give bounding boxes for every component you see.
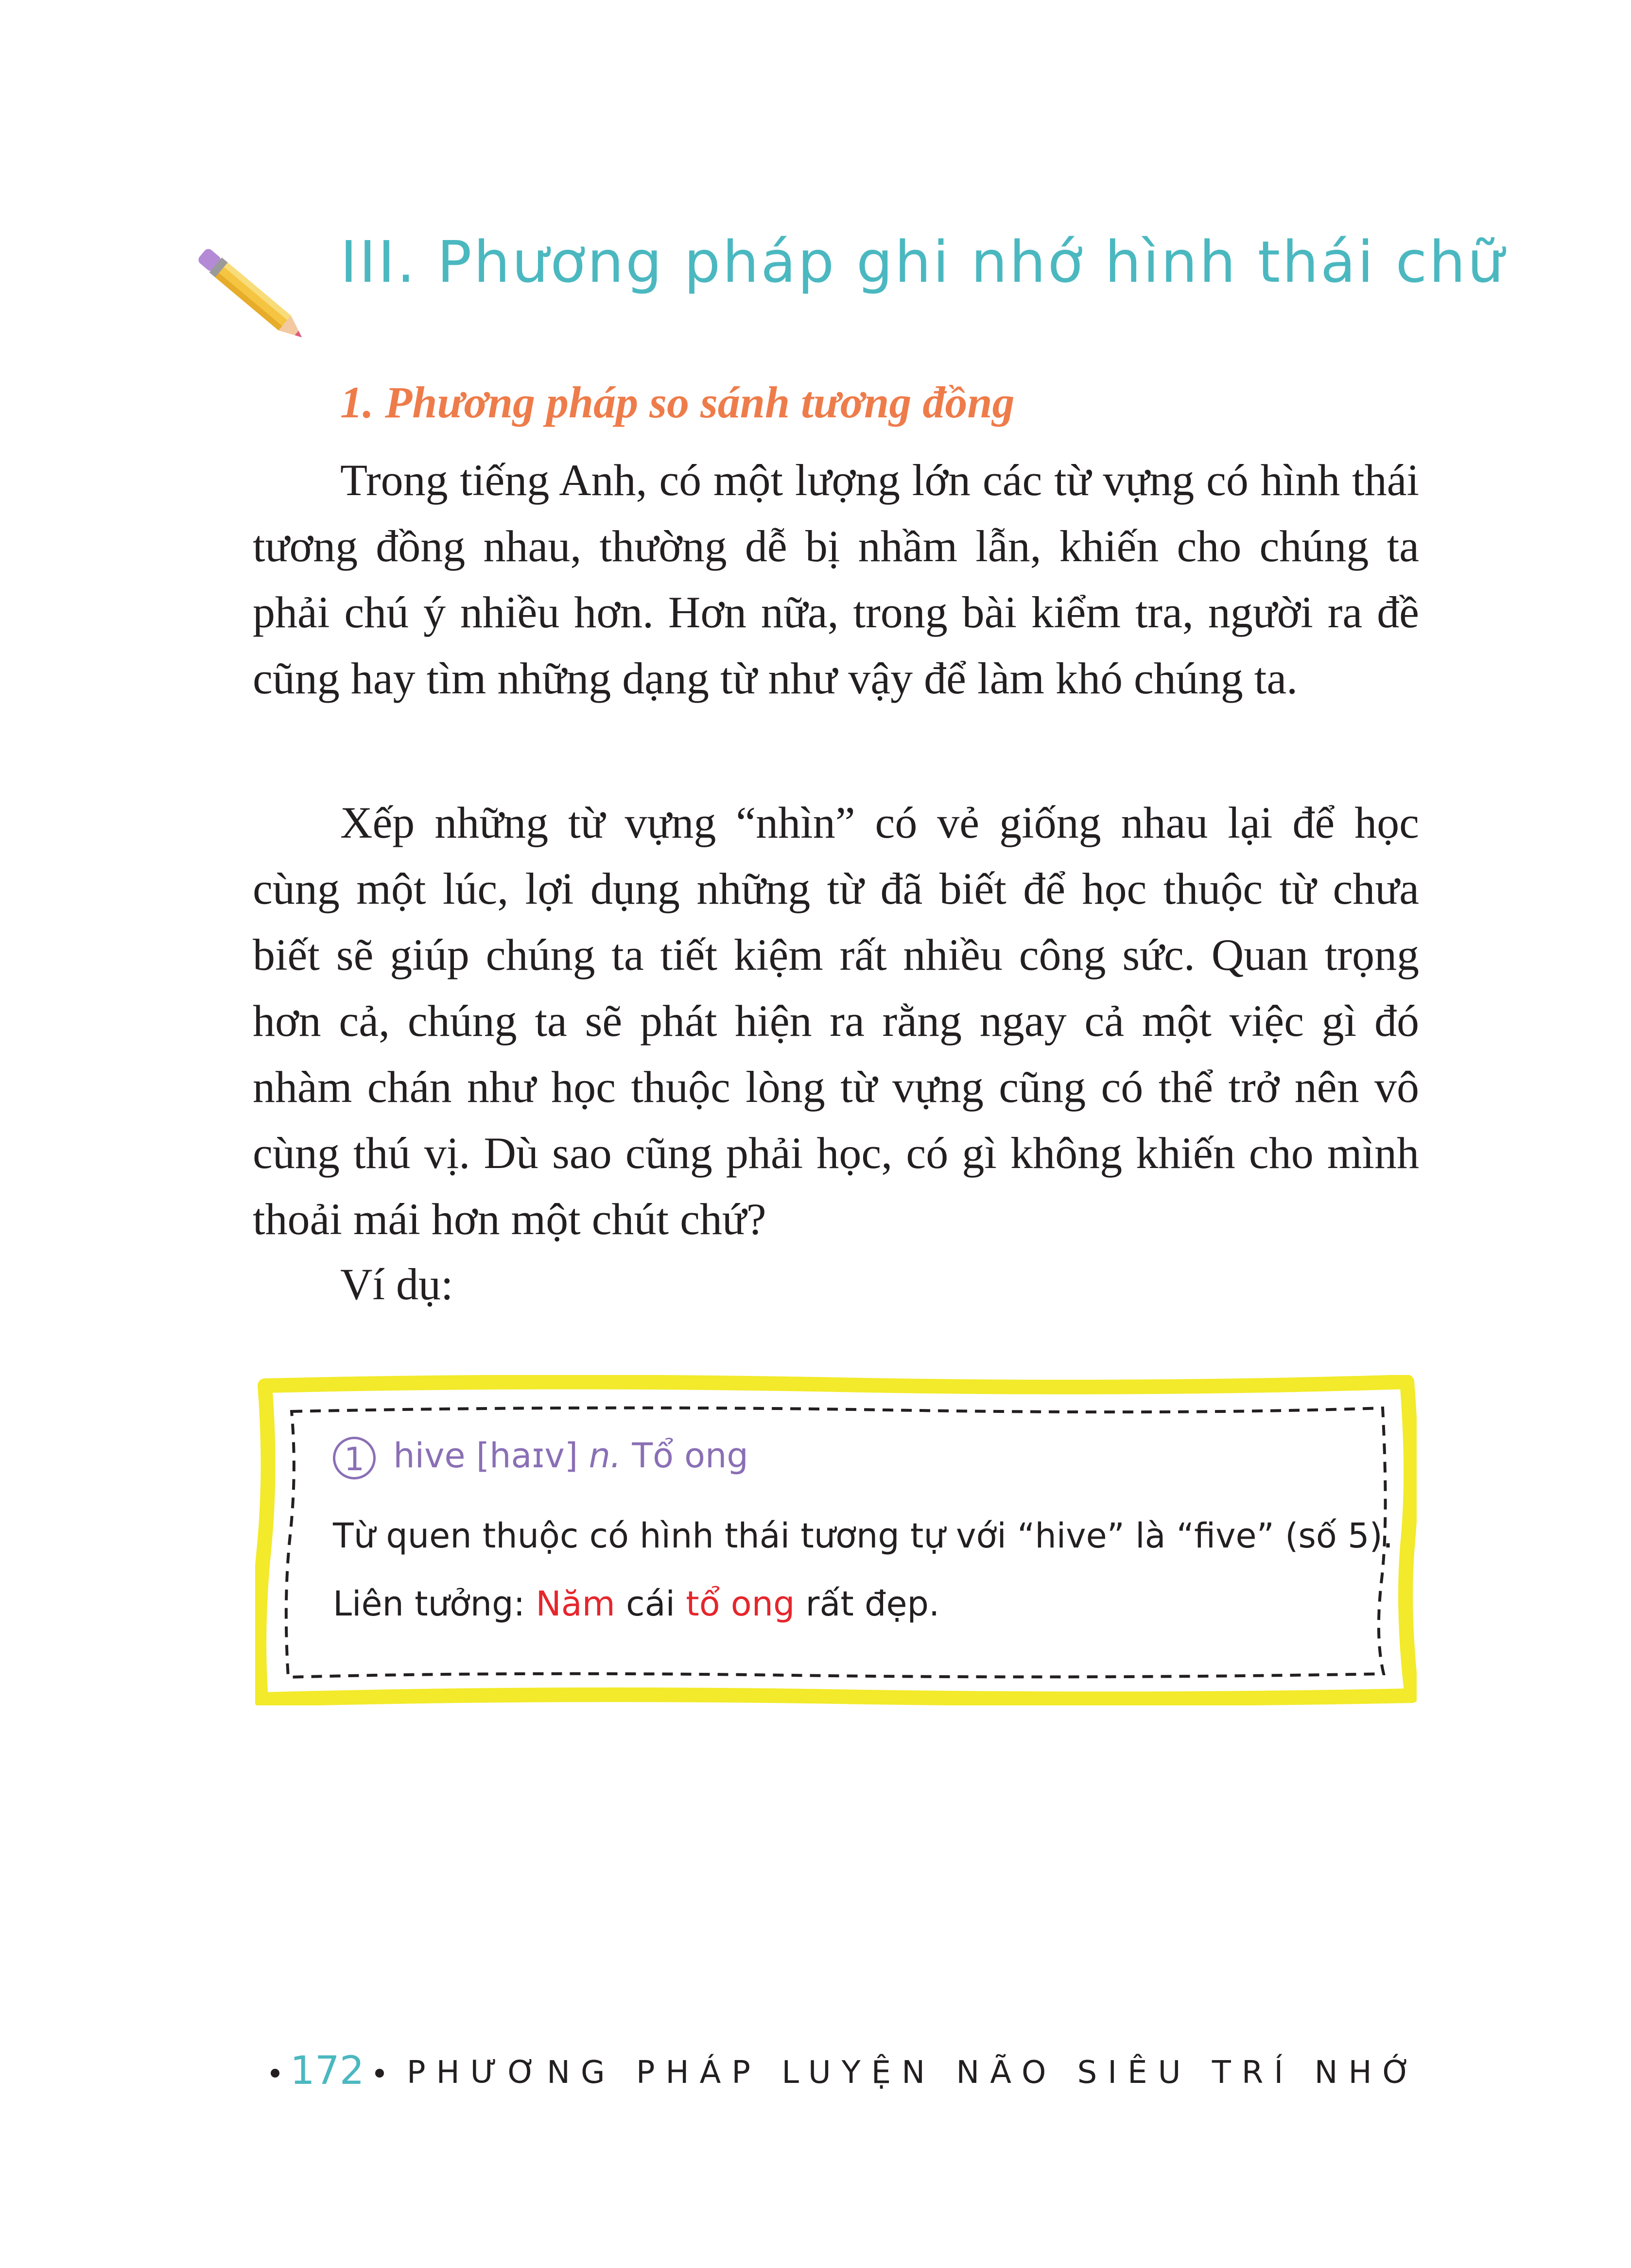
- example-phonetic: [haɪv]: [476, 1436, 578, 1476]
- association-label: Liên tưởng:: [333, 1584, 525, 1624]
- book-title: PHƯƠNG PHÁP LUYỆN NÃO SIÊU TRÍ NHỚ: [407, 2055, 1422, 2091]
- example-association: [333, 1584, 939, 1624]
- body-paragraph-3-block: [253, 1251, 1419, 1317]
- example-box: [255, 1375, 1417, 1705]
- association-highlight-hive: tổ ong: [686, 1584, 795, 1624]
- example-intro: Ví dụ:: [340, 1259, 453, 1309]
- bullet-dot-icon: [375, 2069, 384, 2078]
- association-highlight-five: Năm: [536, 1584, 615, 1624]
- example-pos: n.: [589, 1436, 622, 1476]
- association-text: cái: [626, 1584, 675, 1624]
- example-word-line: [333, 1436, 748, 1479]
- bullet-dot-icon: [271, 2069, 279, 2078]
- body-paragraph-2-block: [253, 790, 1419, 1252]
- example-number-badge: 1: [333, 1437, 376, 1479]
- page-number: 172: [290, 2048, 364, 2093]
- page-number-block: [260, 2048, 395, 2093]
- body-paragraph-1-block: [253, 447, 1419, 711]
- body-paragraph: Trong tiếng Anh, có một lượng lớn các từ vựng có hình thái tương đồng nhau, thường dễ bị nhầm lẫn, khiến cho chúng ta phải chú ý nhiều hơn. Hơn nữa, trong bài kiểm tra, người ra đề cũng hay tìm những dạng từ như vậy để làm khó chúng ta.: [253, 455, 1419, 703]
- example-meaning: Tổ ong: [632, 1436, 748, 1476]
- page-footer: [260, 2048, 1422, 2106]
- section-title: III. Phương pháp ghi nhớ hình thái chữ: [340, 228, 1506, 295]
- example-description: Từ quen thuộc có hình thái tương tự với “hive” là “five” (số 5).: [333, 1516, 1394, 1556]
- body-paragraph: Xếp những từ vựng “nhìn” có vẻ giống nhau lại để học cùng một lúc, lợi dụng những từ đã biết để học thuộc từ chưa biết sẽ giúp chúng ta tiết kiệm rất nhiều công sức. Quan trọng hơn cả, chúng ta sẽ phát hiện ra rằng ngay cả một việc gì đó nhàm chán như học thuộc lòng từ vựng cũng có thể trở nên vô cùng thú vị. Dù sao cũng phải học, có gì không khiến cho mình thoải mái hơn một chút chứ?: [253, 798, 1419, 1244]
- pencil-icon: [192, 241, 311, 350]
- subsection-title: 1. Phương pháp so sánh tương đồng: [340, 378, 1015, 427]
- association-text: rất đẹp.: [805, 1584, 940, 1624]
- example-word: hive: [393, 1436, 466, 1476]
